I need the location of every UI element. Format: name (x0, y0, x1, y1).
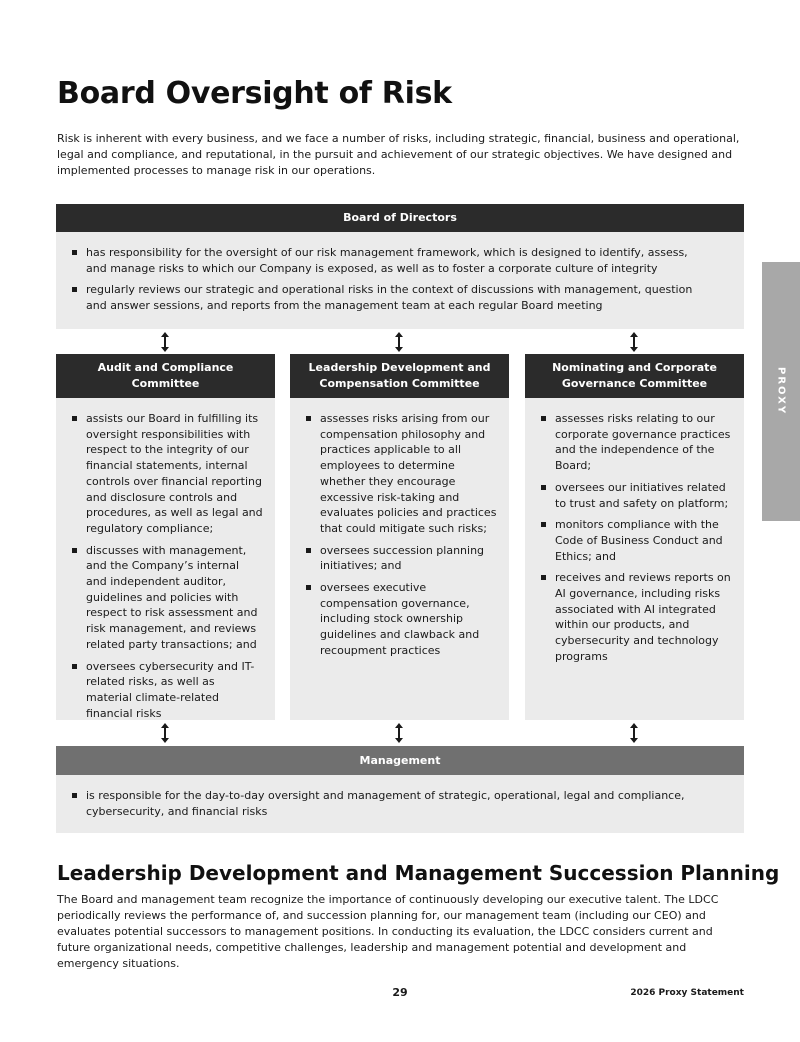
board-bullets (71, 245, 704, 314)
list-item: is responsible for the day-to-day oversight and management of strategic, operational, legal and compliance, cybersecurity, and financial risks (71, 788, 714, 819)
list-item: monitors compliance with the Code of Business Conduct and Ethics; and (540, 517, 732, 564)
management-bullets (71, 788, 714, 819)
list-item: discusses with management, and the Company’s internal and independent auditor, guidelines and policies with respect to risk assessment and risk management, and reviews related party transactions; and (71, 543, 263, 653)
section-heading: Leadership Development and Management Succession Planning (57, 861, 780, 885)
list-item: assists our Board in fulfilling its oversight responsibilities with respect to the integrity of our financial statements, internal controls over financial reporting and disclosure controls and procedures, as well as legal and regulatory compliance; (71, 411, 263, 537)
proxy-side-tab (762, 262, 800, 521)
double-arrow-vertical-icon (628, 331, 640, 353)
list-item: oversees succession planning initiatives; and (305, 543, 497, 574)
audit-committee-panel (56, 398, 275, 720)
page-number: 29 (392, 986, 408, 999)
list-item: has responsibility for the oversight of our risk management framework, which is designed to identify, assess, and manage risks to which our Company is exposed, as well as to foster a corporate culture of integrity (71, 245, 704, 276)
management-heading: Management (56, 746, 744, 775)
side-tab-label: PROXY (775, 367, 787, 416)
double-arrow-vertical-icon (393, 331, 405, 353)
double-arrow-vertical-icon (159, 722, 171, 744)
ncgc-committee-bullets (540, 411, 732, 665)
list-item: oversees cybersecurity and IT-related risks, as well as material climate-related financial risks (71, 659, 263, 722)
intro-paragraph: Risk is inherent with every business, and we face a number of risks, including strategic, financial, business and operational, legal and compliance, and reputational, in the pursuit and achievement of our strategic objectives. We have designed and implemented processes to manage risk in our operations. (57, 132, 740, 177)
ldcc-committee-heading: Leadership Development and Compensation Committee (290, 354, 509, 398)
double-arrow-vertical-icon (628, 722, 640, 744)
page-title: Board Oversight of Risk (57, 76, 452, 111)
list-item: regularly reviews our strategic and operational risks in the context of discussions with management, question and answer sessions, and reports from the management team at each regular Board meeting (71, 282, 704, 313)
footer-doc-title: 2026 Proxy Statement (630, 988, 744, 998)
audit-committee-bullets (71, 411, 263, 721)
section-body: The Board and management team recognize the importance of continuously developing our executive talent. The LDCC periodically reviews the performance of, and succession planning for, our management team (including our CEO) and evaluates potential successors to management positions. In conducting its evaluation, the LDCC considers current and future organizational needs, competitive challenges, leadership and management potential and development and emergency situations. (57, 893, 719, 970)
ldcc-committee-bullets (305, 411, 497, 659)
list-item: oversees executive compensation governance, including stock ownership guidelines and clawback and recoupment practices (305, 580, 497, 659)
ldcc-committee-panel (290, 398, 509, 720)
double-arrow-vertical-icon (393, 722, 405, 744)
ncgc-committee-heading: Nominating and Corporate Governance Committee (525, 354, 744, 398)
list-item: receives and reviews reports on AI governance, including risks associated with AI integrated within our products, and cybersecurity and technology programs (540, 570, 732, 664)
double-arrow-vertical-icon (159, 331, 171, 353)
list-item: assesses risks arising from our compensation philosophy and practices applicable to all employees to determine whether they encourage excessive risk-taking and evaluates policies and practices that could mitigate such risks; (305, 411, 497, 537)
list-item: assesses risks relating to our corporate governance practices and the independence of the Board; (540, 411, 732, 474)
audit-committee-heading: Audit and Compliance Committee (56, 354, 275, 398)
board-heading: Board of Directors (56, 204, 744, 232)
management-panel (56, 775, 744, 833)
board-panel (56, 232, 744, 329)
ncgc-committee-panel (525, 398, 744, 720)
list-item: oversees our initiatives related to trust and safety on platform; (540, 480, 732, 511)
